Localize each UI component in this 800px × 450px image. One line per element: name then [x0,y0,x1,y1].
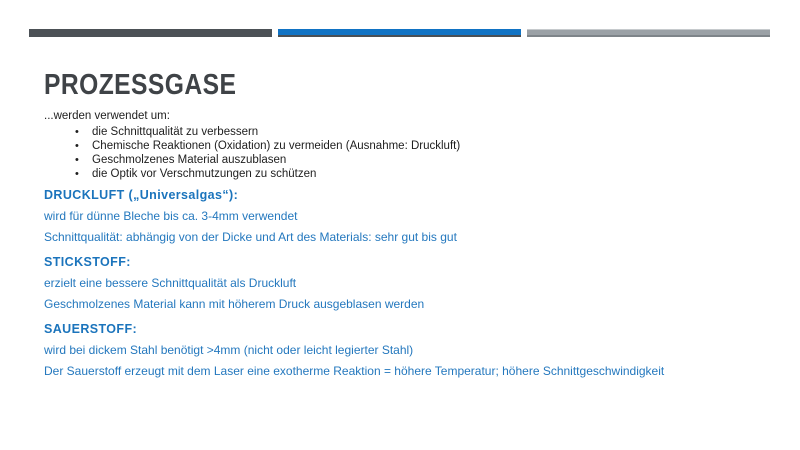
section-druckluft-line-1: wird für dünne Bleche bis ca. 3-4mm verwendet [44,209,298,223]
section-druckluft-line-2: Schnittqualität: abhängig von der Dicke und Art des Materials: sehr gut bis gut [44,230,457,244]
top-stripe-light-gray [527,29,770,37]
section-sauerstoff-line-1: wird bei dickem Stahl benötigt >4mm (nicht oder leicht legierter Stahl) [44,343,414,357]
section-stickstoff-line-2: Geschmolzenes Material kann mit höherem Druck ausgeblasen werden [44,297,425,311]
bullet-list [75,125,460,181]
bullet-item-4: • die Optik vor Verschmutzungen zu schützen [75,167,460,181]
top-stripes [29,29,770,37]
bullet-item-2: • Chemische Reaktionen (Oxidation) zu vermeiden (Ausnahme: Druckluft) [75,139,460,153]
section-heading-stickstoff: STICKSTOFF: [44,255,131,269]
top-stripe-dark-gray [29,29,272,37]
section-heading-druckluft: DRUCKLUFT („Universalgas“): [44,188,239,202]
slide-title: PROZESSGASE [44,69,237,101]
bullet-item-1: • die Schnittqualität zu verbessern [75,125,460,139]
intro-text: ...werden verwendet um: [44,110,170,122]
top-stripe-blue [278,29,521,37]
gas-sections [44,183,784,382]
section-heading-sauerstoff: SAUERSTOFF: [44,322,138,336]
section-stickstoff-line-1: erzielt eine bessere Schnittqualität als Druckluft [44,276,297,290]
bullet-item-3: • Geschmolzenes Material auszublasen [75,153,460,167]
section-sauerstoff-line-2: Der Sauerstoff erzeugt mit dem Laser eine exotherme Reaktion = höhere Temperatur; höhere Schnittgeschwindigkeit [44,364,665,378]
